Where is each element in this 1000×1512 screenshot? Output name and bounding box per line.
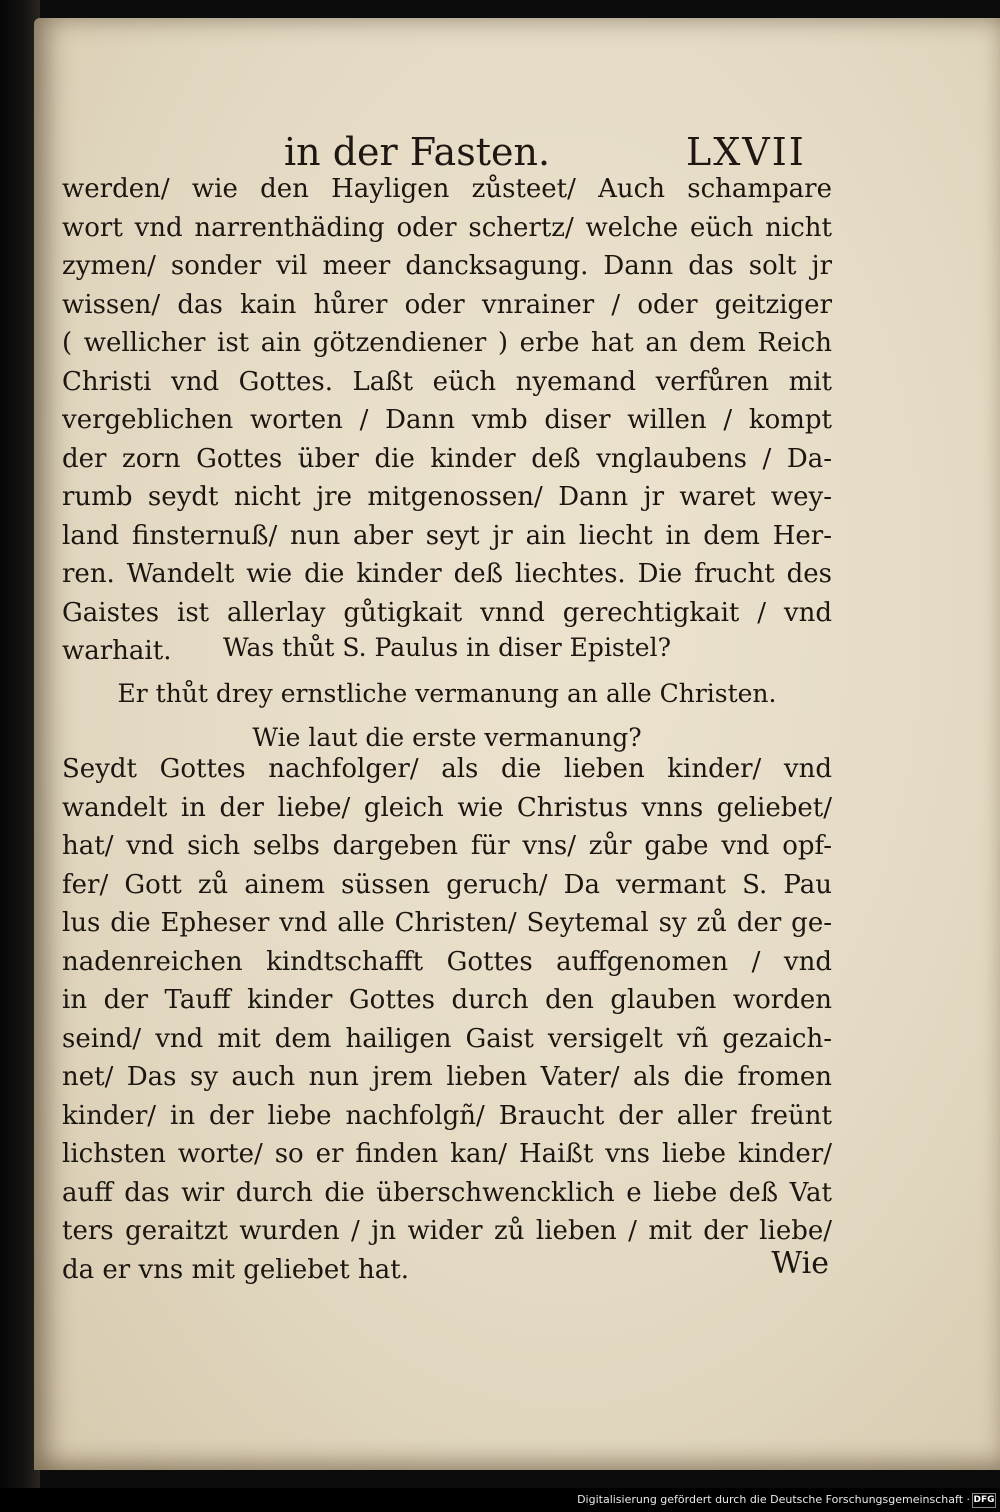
text-line: auff das wir durch die überschwencklich e liebe deß Vat — [62, 1177, 832, 1208]
body-paragraph-2 — [62, 750, 832, 1289]
question-heading-2: Wie laut die erste vermanung? — [252, 723, 642, 752]
text-line: werden/ wie den Hayligen zůsteet/ Auch schampare — [62, 174, 832, 204]
text-line: kinder/ in der liebe nachfolgñ/ Braucht der aller freünt — [62, 1100, 832, 1131]
text-line: Seydt Gottes nachfolger/ als die lieben kinder/ vnd — [62, 754, 832, 784]
book-page — [34, 18, 1000, 1470]
text-line: hat/ vnd sich selbs dargeben für vns/ zůr gabe vnd opf- — [62, 831, 832, 861]
text-line: Christi vnd Gottes. Laßt eüch nyemand verfůren mit — [62, 366, 832, 397]
text-line: lichsten worte/ so er finden kan/ Haißt vns liebe kinder/ — [62, 1139, 832, 1169]
answer-heading-1: Er thůt drey ernstliche vermanung an alle Christen. — [117, 679, 777, 708]
text-line: land finsternuß/ nun aber seyt jr ain liecht in dem Her- — [62, 520, 832, 551]
text-line: der zorn Gottes über die kinder deß vnglaubens / Da- — [62, 443, 832, 474]
text-line: seind/ vnd mit dem hailigen Gaist versigelt vñ gezaich- — [62, 1023, 832, 1054]
body-paragraph-1 — [62, 170, 832, 671]
question-heading-1: Was thůt S. Paulus in diser Epistel? — [222, 633, 672, 662]
text-line: nadenreichen kindtschafft Gottes auffgenomen / vnd — [62, 946, 832, 977]
running-head-title: in der Fasten. — [284, 130, 551, 174]
text-line: fer/ Gott zů ainem süssen geruch/ Da vermant S. Pau — [62, 869, 832, 900]
text-line: ters geraitzt wurden / jn wider zů lieben / mit der liebe/ — [62, 1216, 832, 1246]
text-line: warhait. — [62, 636, 172, 666]
text-line: rumb seydt nicht jre mitgenossen/ Dann jr waret wey- — [62, 482, 832, 512]
text-line: vergeblichen worten / Dann vmb diser willen / kompt — [62, 405, 832, 435]
text-line: lus die Epheser vnd alle Christen/ Seytemal sy zů der ge- — [62, 908, 832, 938]
text-line: ren. Wandelt wie die kinder deß liechtes. Die frucht des — [62, 559, 832, 589]
text-line: net/ Das sy auch nun jrem lieben Vater/ als die fromen — [62, 1062, 832, 1092]
text-line: zymen/ sonder vil meer dancksagung. Dann das solt jr — [62, 251, 832, 281]
dfg-logo-icon: DFG — [972, 1493, 996, 1508]
footer-bar — [0, 1488, 1000, 1512]
text-line: in der Tauff kinder Gottes durch den glauben worden — [62, 985, 832, 1015]
digitization-credit: Digitalisierung gefördert durch die Deutsche Forschungsgemeinschaft · — [577, 1493, 970, 1506]
text-line: da er vns mit geliebet hat. — [62, 1254, 409, 1285]
text-line: Gaistes ist allerlay gůtigkait vnnd gerechtigkait / vnd — [62, 597, 832, 628]
text-line: wissen/ das kain hůrer oder vnrainer / oder geitziger — [62, 289, 832, 320]
text-line: ( wellicher ist ain götzendiener ) erbe hat an dem Reich — [62, 328, 832, 358]
catchword: Wie — [771, 1246, 829, 1281]
text-line: wandelt in der liebe/ gleich wie Christus vnns geliebet/ — [62, 792, 832, 823]
text-line: wort vnd narrenthäding oder schertz/ welche eüch nicht — [62, 212, 832, 243]
folio-number: LXVII — [686, 130, 806, 174]
